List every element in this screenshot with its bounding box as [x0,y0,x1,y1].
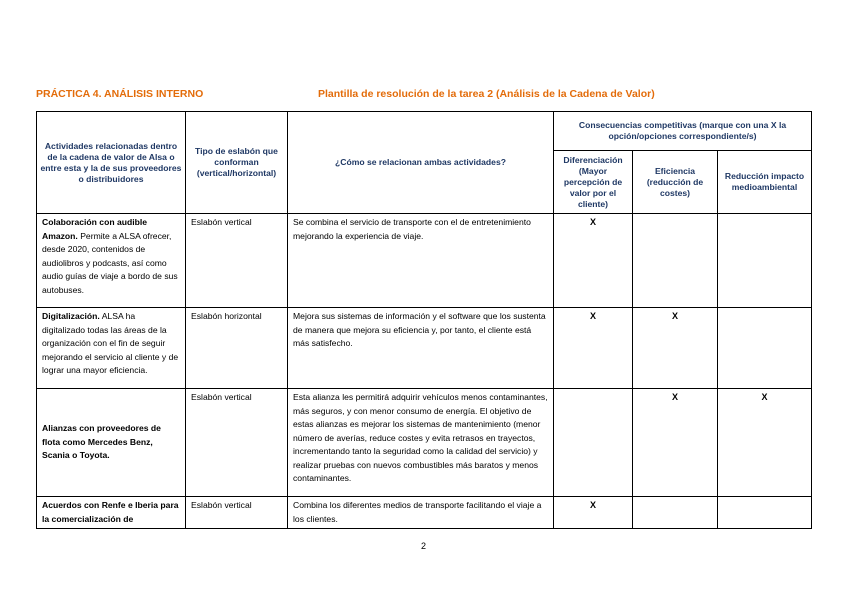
link-type-cell: Eslabón vertical [186,497,288,529]
efficiency-mark [633,497,718,529]
relation-cell: Combina los diferentes medios de transporte facilitando el viaje a los clientes. [288,497,554,529]
efficiency-mark [633,214,718,308]
differentiation-mark: X [554,214,633,308]
activity-cell: Alianzas con proveedores de flota como Mercedes Benz, Scania o Toyota. [37,389,186,497]
environment-mark [718,308,812,389]
differentiation-mark: X [554,308,633,389]
header-environment: Reducción impacto medioambiental [718,151,812,214]
value-chain-table [36,111,812,529]
table-row [37,308,812,389]
page-number: 2 [421,541,427,551]
practice-title: PRÁCTICA 4. ANÁLISIS INTERNO [36,88,204,100]
header-relation: ¿Cómo se relacionan ambas actividades? [288,112,554,214]
efficiency-mark: X [633,389,718,497]
table-row [37,389,812,497]
environment-mark [718,497,812,529]
environment-mark [718,214,812,308]
efficiency-mark: X [633,308,718,389]
template-title: Plantilla de resolución de la tarea 2 (Análisis de la Cadena de Valor) [318,88,655,100]
link-type-cell: Eslabón vertical [186,214,288,308]
table-row [37,214,812,308]
differentiation-mark [554,389,633,497]
header-link-type: Tipo de eslabón que conforman (vertical/horizontal) [186,112,288,214]
differentiation-mark: X [554,497,633,529]
header-differentiation: Diferenciación (Mayor percepción de valor por el cliente) [554,151,633,214]
activity-cell: Digitalización. ALSA ha digitalizado todas las áreas de la organización con el fin de seguir mejorando el servicio al cliente y de lograr una mayor eficiencia. [37,308,186,389]
environment-mark: X [718,389,812,497]
relation-cell: Se combina el servicio de transporte con el de entretenimiento mejorando la experiencia de viaje. [288,214,554,308]
table-row [37,497,812,529]
link-type-cell: Eslabón horizontal [186,308,288,389]
header-consequences: Consecuencias competitivas (marque con una X la opción/opciones correspondiente/s) [554,112,812,151]
link-type-cell: Eslabón vertical [186,389,288,497]
header-efficiency: Eficiencia (reducción de costes) [633,151,718,214]
relation-cell: Mejora sus sistemas de información y el software que los sustenta de manera que mejora su eficiencia y, por tanto, el cliente está más satisfecho. [288,308,554,389]
header-activities: Actividades relacionadas dentro de la cadena de valor de Alsa o entre esta y la de sus proveedores o distribuidores [37,112,186,214]
activity-cell: Colaboración con audible Amazon. Permite a ALSA ofrecer, desde 2020, contenidos de audiolibros y podcasts, así como audio guías de viaje a bordo de sus autobuses. [37,214,186,308]
activity-cell: Acuerdos con Renfe e Iberia para la comercialización de [37,497,186,529]
relation-cell: Esta alianza les permitirá adquirir vehículos menos contaminantes, más seguros, y con menor consumo de energía. El objetivo de estas alianzas es mejorar los sistemas de mantenimiento (menor número de averías, reduce costes y evita retrasos en trayectos, incrementando tanto la seguridad como la calidad del servicio) y realizar pruebas con nuevos combustibles más baratos y menos contaminantes. [288,389,554,497]
